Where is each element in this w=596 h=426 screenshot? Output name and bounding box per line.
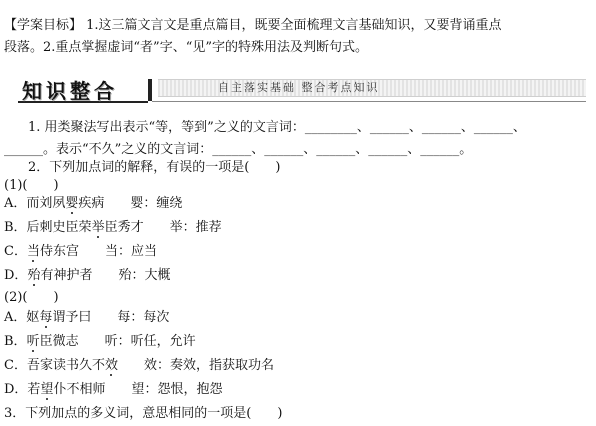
question-2-part-2-option-b — [4, 334, 196, 350]
banner-divider — [148, 79, 152, 101]
question-1-line-1: 1. 用类聚法写出表示“等，等到”之义的文言词：________、______、______、______、 — [28, 120, 526, 135]
option-rest: 有神护者 殆：大概 — [40, 268, 171, 283]
banner-title: 知识整合 — [22, 79, 118, 103]
option-prefix: A．妪 — [4, 310, 40, 325]
question-2-part-2-label: (2)( ) — [4, 290, 59, 305]
question-2-part-1-option-c — [4, 244, 157, 260]
question-2-part-2-option-a — [4, 310, 169, 326]
question-3-stem: 3．下列加点的多义词，意思相同的一项是( ) — [4, 406, 283, 421]
banner-title-box — [18, 73, 148, 103]
section-banner — [18, 73, 586, 103]
option-rest: 侍东宫 当：应当 — [39, 244, 157, 259]
objective-line-2: 段落。2.重点掌握虚词“者”字、“见”字的特殊用法及判断句式。 — [4, 40, 368, 55]
dotted-word: 听 — [26, 334, 40, 349]
objective-line-1: 【学案目标】 1.这三篇文言文是重点篇目，既要全面梳理文言基础知识，又要背诵重点 — [4, 18, 502, 33]
option-prefix: D．若 — [4, 382, 41, 397]
question-2-part-2-option-d — [4, 382, 222, 398]
dotted-word: 婴 — [65, 196, 79, 211]
option-prefix: A．而刘夙 — [4, 196, 66, 211]
dotted-word: 望 — [40, 382, 54, 397]
question-2-stem: 2．下列加点词的解释，有误的一项是( ) — [28, 160, 281, 175]
dotted-word: 当 — [26, 244, 40, 259]
banner-subtitle: 自主落实基础 整合考点知识 — [218, 81, 380, 94]
question-2-part-1-option-d — [4, 268, 170, 284]
option-rest: 效：奏效，指获取功名 — [117, 358, 274, 373]
option-rest: 臣微志 听：听任，允许 — [39, 334, 196, 349]
question-2-part-1-label: (1)( ) — [4, 178, 59, 193]
option-prefix: C． — [4, 244, 27, 259]
dotted-word: 每 — [39, 310, 53, 325]
option-prefix: B．后刺史臣荣 — [4, 220, 92, 235]
question-2-part-2-option-c — [4, 358, 274, 374]
question-2-part-1-option-a — [4, 196, 182, 212]
dotted-word: 举 — [91, 220, 105, 235]
option-prefix: C．吾家读书久不 — [4, 358, 105, 373]
question-2-part-1-option-b — [4, 220, 222, 236]
banner-strip — [158, 79, 586, 97]
option-rest: 仆不相师 望：怨恨，抱怨 — [53, 382, 223, 397]
option-rest: 谓予曰 每：每次 — [52, 310, 170, 325]
dotted-word: 殆 — [27, 268, 41, 283]
option-rest: 臣秀才 举：推荐 — [104, 220, 222, 235]
option-rest: 疾病 婴：缠绕 — [78, 196, 183, 211]
question-1-line-2: ______。表示“不久”之义的文言词：______、______、______、______、______。 — [4, 142, 473, 157]
option-prefix: D． — [4, 268, 28, 283]
dotted-word: 效 — [104, 358, 118, 373]
banner-underline — [152, 101, 586, 102]
option-prefix: B． — [4, 334, 27, 349]
